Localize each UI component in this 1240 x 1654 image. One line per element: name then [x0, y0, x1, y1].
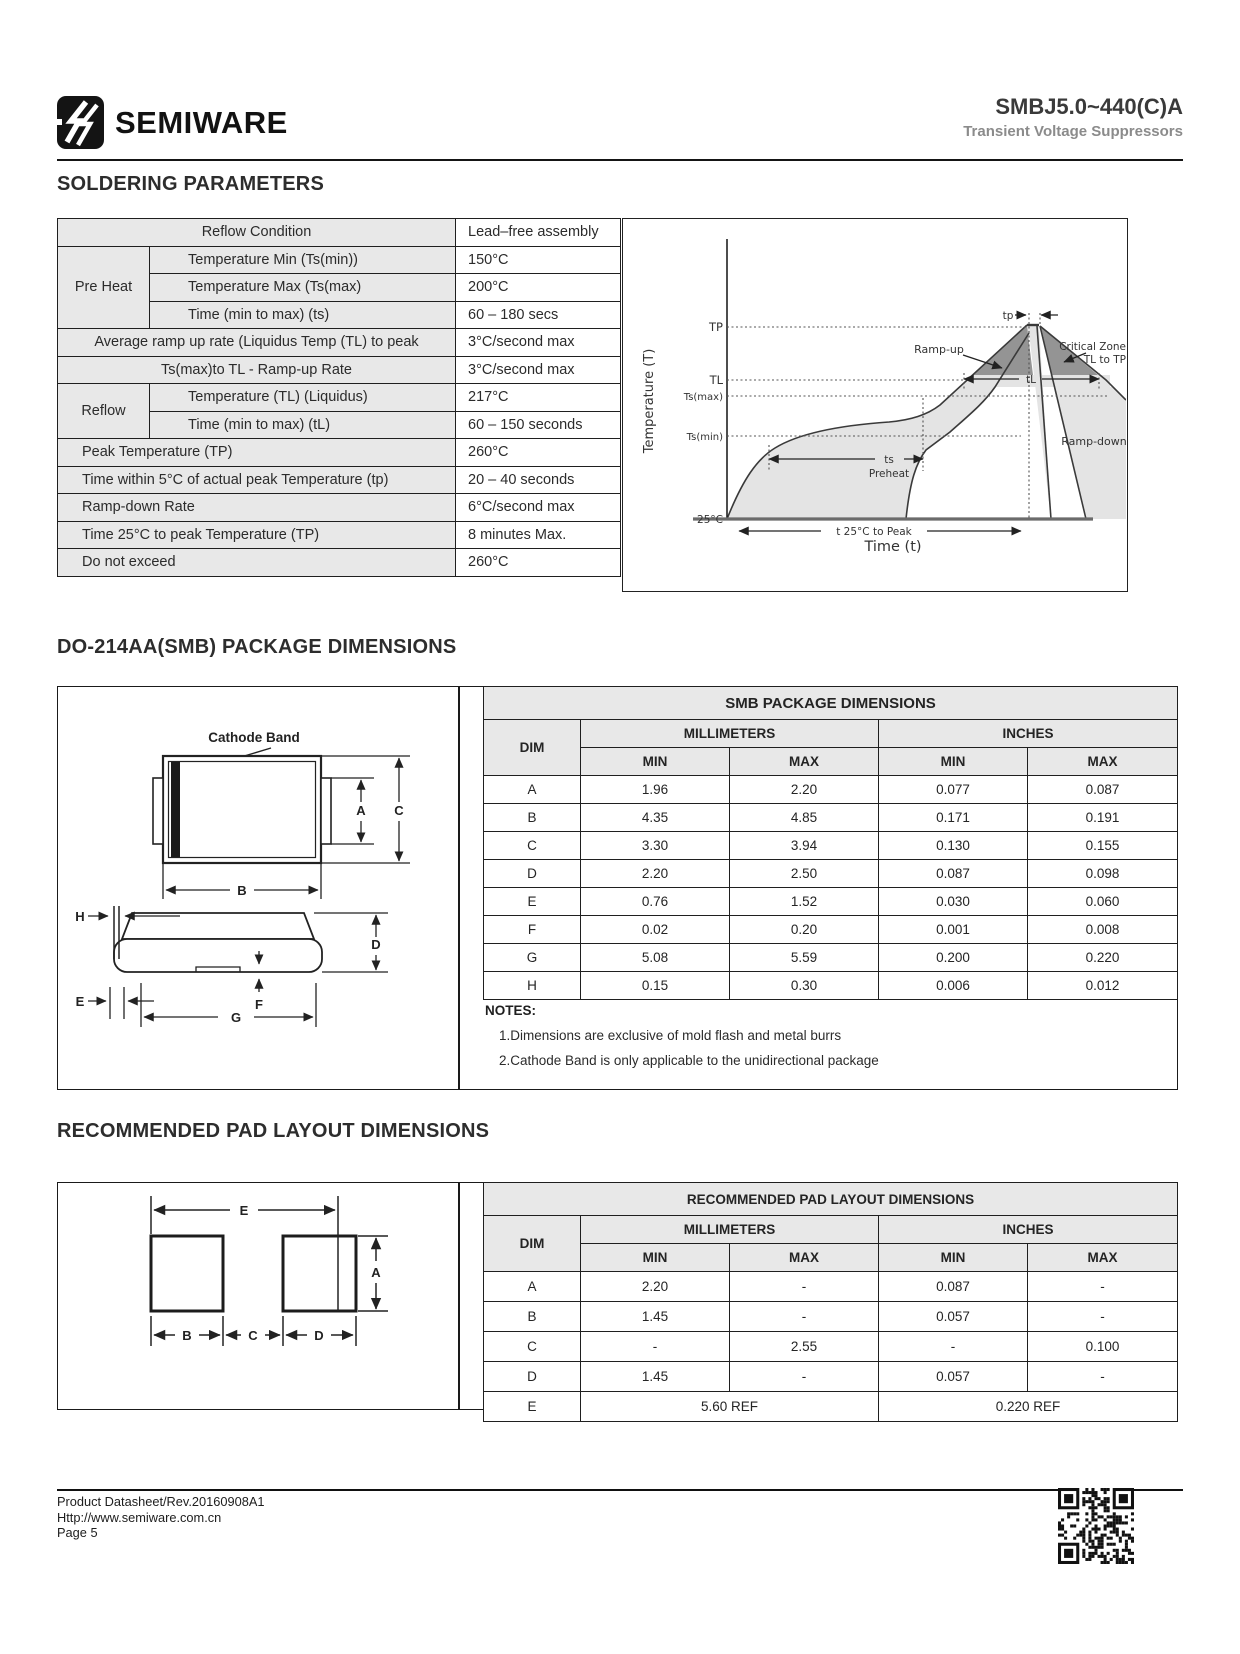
table-title: RECOMMENDED PAD LAYOUT DIMENSIONS — [484, 1183, 1178, 1216]
ramp-down-label: Ramp-down — [1061, 435, 1126, 448]
value-cell: 5.59 — [730, 944, 879, 972]
value-cell: - — [581, 1332, 730, 1362]
value-cell: - — [1028, 1272, 1178, 1302]
notes-title: NOTES: — [485, 1003, 537, 1018]
critical-zone-label-2: TL to TP — [1083, 354, 1126, 366]
semiware-logo-icon — [57, 96, 104, 149]
value-cell: 0.057 — [879, 1302, 1028, 1332]
dim-a-label: A — [356, 803, 366, 818]
dim-cell: A — [484, 1272, 581, 1302]
preheat-label: Preheat — [868, 468, 910, 480]
dim-row — [484, 776, 1178, 804]
col-header-max: MAX — [1028, 748, 1178, 776]
dim-cell: B — [484, 1302, 581, 1332]
tsmax-axis-label: Ts(max) — [683, 392, 723, 403]
value-cell: 2.55 — [730, 1332, 879, 1362]
value-cell: - — [1028, 1302, 1178, 1332]
param-value-cell: 260°C — [456, 439, 621, 467]
dim-e-label: E — [75, 994, 85, 1009]
ramp-up-label: Ramp-up — [914, 343, 964, 356]
dim-b-label: B — [237, 883, 247, 898]
dim-row — [484, 972, 1178, 1000]
package-dimensions-box — [57, 686, 1178, 1090]
table-row — [58, 219, 621, 247]
table-row — [58, 521, 621, 549]
col-header-min: MIN — [879, 1244, 1028, 1272]
param-value-cell: 3°C/second max — [456, 329, 621, 357]
dim-row — [484, 1272, 1178, 1302]
dim-cell: H — [484, 972, 581, 1000]
param-label-cell: Time 25°C to peak Temperature (TP) — [58, 521, 456, 549]
table-title: SMB PACKAGE DIMENSIONS — [484, 687, 1178, 720]
pad-layout-drawing — [58, 1183, 458, 1407]
dim-row — [484, 860, 1178, 888]
pad-layout-box — [57, 1182, 1178, 1414]
notes-block — [485, 1003, 1155, 1068]
in-ref-cell: 0.220 REF — [879, 1392, 1178, 1422]
cathode-band-label: Cathode Band — [208, 730, 300, 745]
dim-row — [484, 1392, 1178, 1422]
value-cell: 1.45 — [581, 1302, 730, 1332]
param-value-cell: Lead–free assembly — [456, 219, 621, 247]
value-cell: 0.02 — [581, 916, 730, 944]
param-value-cell: 60 – 150 seconds — [456, 411, 621, 439]
table-row — [58, 329, 621, 357]
value-cell: 0.057 — [879, 1362, 1028, 1392]
value-cell: 4.35 — [581, 804, 730, 832]
col-header-max: MAX — [1028, 1244, 1178, 1272]
pad-dim-c-label: C — [248, 1328, 258, 1343]
param-value-cell: 20 – 40 seconds — [456, 466, 621, 494]
value-cell: 0.191 — [1028, 804, 1178, 832]
param-label-cell: Temperature (TL) (Liquidus) — [150, 384, 456, 412]
value-cell: 2.20 — [581, 1272, 730, 1302]
col-header-in: INCHES — [879, 1216, 1178, 1244]
smb-package-dimensions-table — [483, 686, 1178, 1000]
critical-zone-label-1: Critical Zone — [1059, 341, 1126, 353]
value-cell: 0.087 — [879, 860, 1028, 888]
pad-layout-heading: RECOMMENDED PAD LAYOUT DIMENSIONS — [57, 1120, 490, 1142]
value-cell: - — [730, 1272, 879, 1302]
value-cell: 0.100 — [1028, 1332, 1178, 1362]
param-value-cell: 260°C — [456, 549, 621, 577]
dim-cell: G — [484, 944, 581, 972]
pad-dim-b-label: B — [182, 1328, 192, 1343]
tsmin-axis-label: Ts(min) — [686, 432, 723, 443]
value-cell: 2.20 — [581, 860, 730, 888]
dim-g-label: G — [230, 1010, 242, 1025]
dim-row — [484, 916, 1178, 944]
param-label-cell: Ts(max)to TL - Ramp-up Rate — [58, 356, 456, 384]
reflow-profile-box — [622, 218, 1128, 592]
param-label-cell: Peak Temperature (TP) — [58, 439, 456, 467]
param-label-cell: Time within 5°C of actual peak Temperature (tp) — [58, 466, 456, 494]
pad-dim-a-label: A — [371, 1265, 381, 1280]
dim-cell: E — [484, 1392, 581, 1422]
note-item: 2.Cathode Band is only applicable to the unidirectional package — [499, 1053, 879, 1068]
value-cell: 0.15 — [581, 972, 730, 1000]
header-rule — [57, 159, 1183, 161]
param-label-cell: Ramp-down Rate — [58, 494, 456, 522]
value-cell: 0.130 — [879, 832, 1028, 860]
value-cell: - — [730, 1362, 879, 1392]
dim-row — [484, 944, 1178, 972]
value-cell: 3.94 — [730, 832, 879, 860]
dim-cell: B — [484, 804, 581, 832]
group-cell: Reflow — [58, 384, 150, 439]
part-subtitle: Transient Voltage Suppressors — [963, 123, 1183, 140]
value-cell: 0.077 — [879, 776, 1028, 804]
dim-cell: C — [484, 832, 581, 860]
value-cell: - — [1028, 1362, 1178, 1392]
table-row — [58, 549, 621, 577]
value-cell: 2.20 — [730, 776, 879, 804]
param-value-cell: 3°C/second max — [456, 356, 621, 384]
footer-url: Http://www.semiware.com.cn — [57, 1509, 222, 1525]
value-cell: 0.76 — [581, 888, 730, 916]
value-cell: 0.171 — [879, 804, 1028, 832]
value-cell: 5.08 — [581, 944, 730, 972]
t25-to-peak-label: t 25°C to Peak — [836, 526, 912, 538]
value-cell: 3.30 — [581, 832, 730, 860]
group-cell: Pre Heat — [58, 246, 150, 329]
value-cell: 0.155 — [1028, 832, 1178, 860]
param-value-cell: 6°C/second max — [456, 494, 621, 522]
param-value-cell: 150°C — [456, 246, 621, 274]
dim-cell: A — [484, 776, 581, 804]
package-outline-drawing — [58, 687, 458, 1088]
param-value-cell: 60 – 180 secs — [456, 301, 621, 329]
brand-logo — [57, 96, 288, 149]
col-header-mm: MILLIMETERS — [581, 720, 879, 748]
vertical-divider — [458, 687, 460, 1089]
value-cell: 0.060 — [1028, 888, 1178, 916]
tl-arrow-label: tL — [1026, 374, 1036, 386]
table-row — [58, 466, 621, 494]
col-header-min: MIN — [581, 1244, 730, 1272]
pad-layout-dimensions-table — [483, 1182, 1178, 1422]
table-row — [58, 356, 621, 384]
dim-row — [484, 1362, 1178, 1392]
y-axis-title: Temperature (T) — [642, 348, 657, 454]
param-label-cell: Reflow Condition — [58, 219, 456, 247]
col-header-in: INCHES — [879, 720, 1178, 748]
value-cell: 0.030 — [879, 888, 1028, 916]
col-header-dim: DIM — [484, 720, 581, 776]
value-cell: 1.45 — [581, 1362, 730, 1392]
table-row — [58, 384, 621, 412]
pad-dim-d-label: D — [314, 1328, 324, 1343]
value-cell: 2.50 — [730, 860, 879, 888]
value-cell: - — [879, 1332, 1028, 1362]
footer-page-number: Page 5 — [57, 1525, 98, 1540]
dim-row — [484, 804, 1178, 832]
col-header-max: MAX — [730, 748, 879, 776]
dim-f-label: F — [255, 997, 263, 1012]
dim-row — [484, 888, 1178, 916]
value-cell: 0.001 — [879, 916, 1028, 944]
x-axis-title: Time (t) — [864, 539, 922, 555]
table-row — [58, 246, 621, 274]
dim-cell: D — [484, 1362, 581, 1392]
value-cell: 0.006 — [879, 972, 1028, 1000]
value-cell: 0.012 — [1028, 972, 1178, 1000]
param-value-cell: 217°C — [456, 384, 621, 412]
value-cell: 0.220 — [1028, 944, 1178, 972]
note-item: 1.Dimensions are exclusive of mold flash and metal burrs — [499, 1028, 842, 1043]
value-cell: - — [730, 1302, 879, 1332]
value-cell: 0.087 — [1028, 776, 1178, 804]
reflow-profile-chart — [623, 219, 1126, 590]
value-cell: 1.52 — [730, 888, 879, 916]
table-row — [58, 494, 621, 522]
dim-cell: D — [484, 860, 581, 888]
dim-row — [484, 1332, 1178, 1362]
param-value-cell: 200°C — [456, 274, 621, 302]
col-header-dim: DIM — [484, 1216, 581, 1272]
dim-cell: F — [484, 916, 581, 944]
col-header-mm: MILLIMETERS — [581, 1216, 879, 1244]
soldering-parameters-table — [57, 218, 621, 577]
value-cell: 0.30 — [730, 972, 879, 1000]
document-title — [963, 94, 1183, 140]
value-cell: 0.20 — [730, 916, 879, 944]
tp-arrow-label: tp — [1002, 310, 1014, 322]
param-label-cell: Do not exceed — [58, 549, 456, 577]
qr-code — [1058, 1488, 1134, 1564]
pad-dim-e-label: E — [239, 1203, 249, 1218]
value-cell: 1.96 — [581, 776, 730, 804]
col-header-max: MAX — [730, 1244, 879, 1272]
vertical-divider — [458, 1183, 460, 1409]
footer-text — [57, 1494, 265, 1541]
package-heading: DO-214AA(SMB) PACKAGE DIMENSIONS — [57, 636, 457, 658]
col-header-min: MIN — [879, 748, 1028, 776]
brand-name: SEMIWARE — [115, 104, 288, 140]
soldering-heading: SOLDERING PARAMETERS — [57, 173, 324, 195]
param-label-cell: Average ramp up rate (Liquidus Temp (TL) to peak — [58, 329, 456, 357]
ts-arrow-label: ts — [884, 454, 894, 466]
param-label-cell: Temperature Min (Ts(min)) — [150, 246, 456, 274]
param-label-cell: Time (min to max) (tL) — [150, 411, 456, 439]
value-cell: 0.098 — [1028, 860, 1178, 888]
table-row — [58, 439, 621, 467]
col-header-min: MIN — [581, 748, 730, 776]
value-cell: 0.200 — [879, 944, 1028, 972]
value-cell: 0.008 — [1028, 916, 1178, 944]
dim-cell: E — [484, 888, 581, 916]
param-label-cell: Time (min to max) (ts) — [150, 301, 456, 329]
param-value-cell: 8 minutes Max. — [456, 521, 621, 549]
dim-h-label: H — [75, 909, 85, 924]
tp-axis-label: TP — [709, 320, 723, 334]
param-label-cell: Temperature Max (Ts(max) — [150, 274, 456, 302]
dim-cell: C — [484, 1332, 581, 1362]
tl-axis-label: TL — [709, 373, 723, 387]
footer-rule — [57, 1489, 1183, 1491]
dim-row — [484, 832, 1178, 860]
dim-row — [484, 1302, 1178, 1332]
t25-axis-label: 25°C — [697, 514, 723, 526]
dim-d-label: D — [371, 937, 381, 952]
part-number: SMBJ5.0~440(C)A — [995, 94, 1183, 119]
dim-c-label: C — [394, 803, 404, 818]
mm-ref-cell: 5.60 REF — [581, 1392, 879, 1422]
value-cell: 0.087 — [879, 1272, 1028, 1302]
value-cell: 4.85 — [730, 804, 879, 832]
footer-revision: Product Datasheet/Rev.20160908A1 — [57, 1494, 265, 1509]
